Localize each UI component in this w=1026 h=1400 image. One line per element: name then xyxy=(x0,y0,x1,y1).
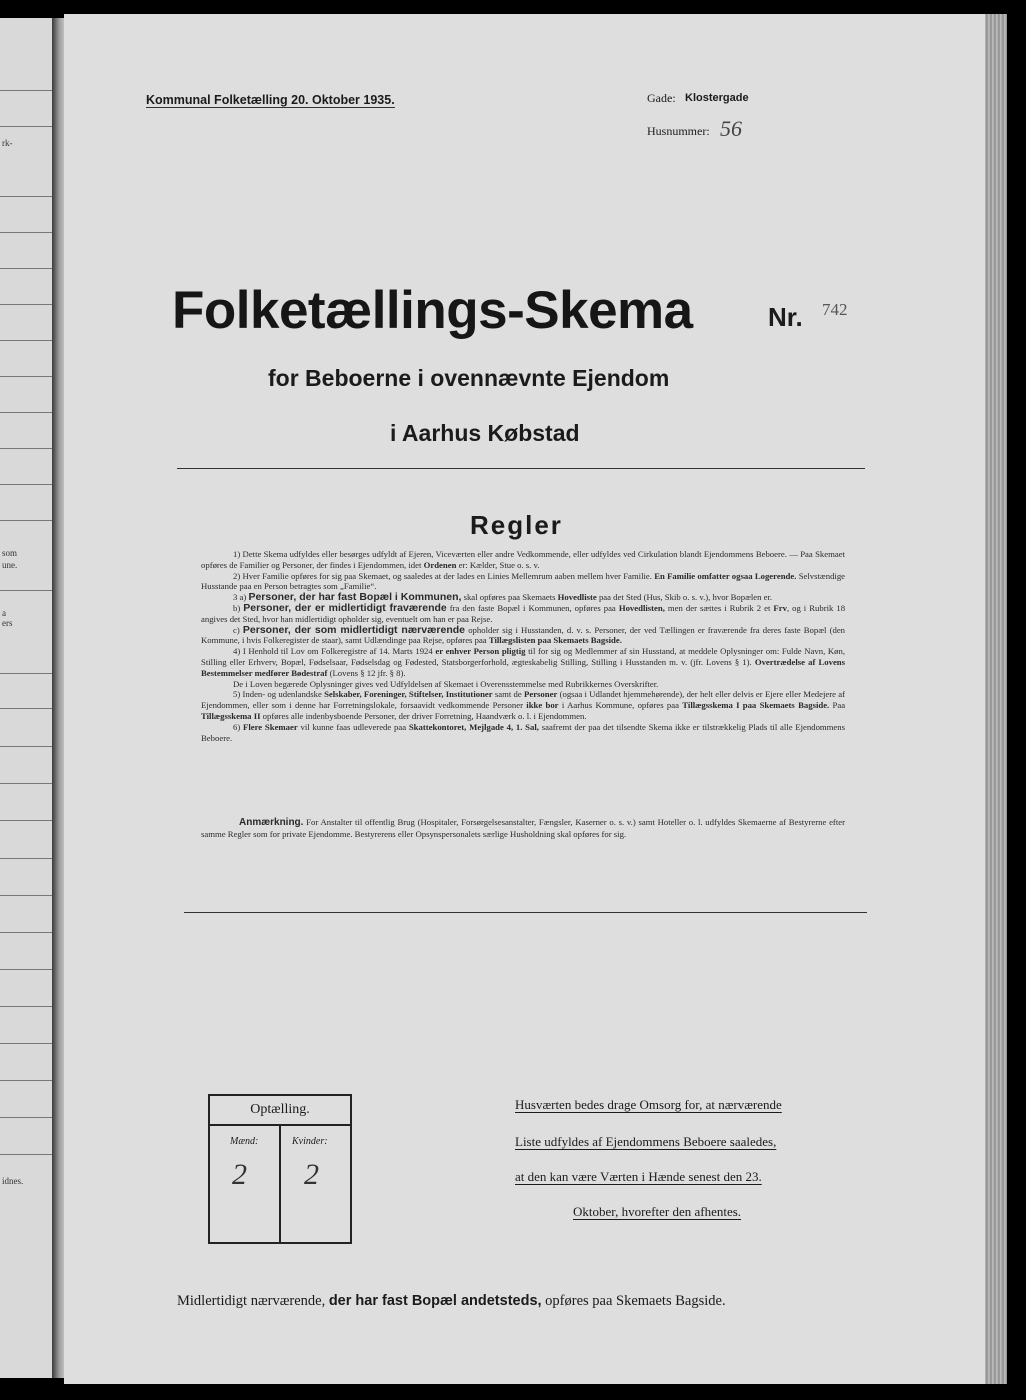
rule-5: 5) Inden- og udenlandske Selskaber, Foreninger, Stiftelser, Institutioner samt de Personer (ogsaa i Udlandet hjemmehørende), der helt eller delvis er Ejere eller Medejere af Ejendommen, eller som i denne har Forretningslokale, forsaavidt vedkommende Personer ikke bor i Aarhus Kommune, opføres paa Tillægsskema I paa Skemaets Bagside. Paa Tillægsskema II opføres alle indenbysboende Personer, der driver Forretning, Haandværk o. l. i Ejendommen. xyxy=(201,689,846,721)
men-label: Mænd: xyxy=(230,1136,259,1147)
rules-body xyxy=(201,549,845,743)
street-label: Gade: xyxy=(647,91,676,105)
remark xyxy=(201,817,845,840)
tally-title: Optælling. xyxy=(250,1102,310,1117)
divider xyxy=(184,912,867,913)
rule-4b: De i Loven begærede Oplysninger gives ved Udfyldelsen af Skemaet i Overensstemmelse med Rubrikkernes Overskrifter. xyxy=(233,678,659,689)
left-page-fragment: a xyxy=(2,608,6,618)
footer-note xyxy=(177,1293,726,1310)
tally-divider xyxy=(279,1124,281,1242)
rule-1: 1) Dette Skema udfyldes eller besørges udfyldt af Ejeren, Viceværten eller andre Vedkommende, eller udfyldes ved Cirkulation blandt Ejendommens Beboere. — Paa Skemaet opføres de Familier og Personer, der findes i Ejendommen, idet Ordenen er: Kælder, Stue o. s. v. xyxy=(201,549,845,570)
form-number-label: Nr. xyxy=(768,302,803,332)
footer-part-bold: der har fast Bopæl andetsteds, xyxy=(328,1293,542,1309)
house-number-label: Husnummer: xyxy=(647,124,710,138)
rule-3a: 3 a) Personer, der har fast Bopæl i Kommunen, skal opføres paa Skemaets Hovedliste paa det Sted (Hus, Skib o. s. v.), hvor Bopælen er. xyxy=(233,591,773,604)
women-label: Kvinder: xyxy=(292,1136,328,1147)
form-subtitle: for Beboerne i ovennævnte Ejendom xyxy=(268,365,670,391)
rule-6: 6) Flere Skemaer vil kunne faas udleverede paa Skattekontoret, Mejlgade 4, 1. Sal, saafremt der paa det tilsendte Skema ikke er tilstrækkelig Plads til alle Ejendommens Beboere. xyxy=(201,721,846,743)
remark-lead: Anmærkning. xyxy=(239,817,304,828)
notice-line: Oktober, hvorefter den afhentes. xyxy=(573,1204,742,1219)
street-value: Klostergade xyxy=(685,92,749,104)
census-line: Kommunal Folketælling 20. Oktober 1935. xyxy=(146,93,395,107)
left-page-fragment: rk- xyxy=(2,138,13,148)
left-page-fragment: idnes. xyxy=(2,1176,24,1186)
footer-part: Midlertidigt nærværende, xyxy=(177,1293,326,1309)
women-count: 2 xyxy=(304,1158,319,1191)
rule-2: 2) Hver Familie opføres for sig paa Skemaet, og saaledes at der lades en Linies Mellemrum aaben mellem hver Familie. En Familie omfatter ogsaa Logerende. Selvstændige Husstande paa en Person betragtes som „Familie“. xyxy=(201,570,846,592)
form-title: Folketællings-Skema xyxy=(172,281,693,340)
divider xyxy=(177,468,865,469)
rule-3c: c) Personer, der som midlertidigt nærværende opholder sig i Husstanden, d. v. s. Personer, der ved Tællingen er fraværende fra deres faste Bopæl (den Kommune, i hvis Folkeregister de staar), samt Udlændinge paa Rejse, opføres paa Tillægslisten paa Skemaets Bagside. xyxy=(201,623,846,646)
notice-line: at den kan være Værten i Hænde senest den 23. xyxy=(515,1169,762,1184)
rule-4: 4) I Henhold til Lov om Folkeregistre af 14. Marts 1924 er enhver Person pligtig til for sig og Medlemmer af sin Husstand, at meddele Oplysninger om: Fulde Navn, Køn, Stilling eller Erhverv, Bopæl, Fødselsaar, Fødselsdag og Fødested, Statsborgerforhold, ægteskabelig Stilling, Stilling i Husstanden m. v. (jfr. Lovens § 1). Overtrædelse af Lovens Bestemmelser medfører Bødestraf (Lovens § 12 jfr. § 8). xyxy=(201,646,846,678)
men-count: 2 xyxy=(232,1158,247,1191)
notice-line: Liste udfyldes af Ejendommens Beboere saaledes, xyxy=(515,1134,777,1149)
left-page-fragment: som xyxy=(2,548,18,558)
footer-part: opføres paa Skemaets Bagside. xyxy=(545,1293,726,1309)
remark-text: For Anstalter til offentlig Brug (Hospitaler, Forsørgelsesanstalter, Fængsler, Kaserner o. s. v.) samt Hoteller o. l. udfyldes Skemaerne af Bestyrerne efter samme Regler som for private Ejendomme. Bestyrerens eller Opsynspersonalets særlige Husholdning skal opføres for sig. xyxy=(201,817,845,839)
rule-3b: b) Personer, der er midlertidigt fraværende fra den faste Bopæl i Kommunen, opføres paa Hovedlisten, men der sættes i Rubrik 2 et Frv, og i Rubrik 18 angives det Sted, hvor han midlertidigt opholder sig, eventuelt om han er paa Rejse. xyxy=(201,601,846,624)
left-page-fragment: une. xyxy=(2,560,18,570)
house-number-value: 56 xyxy=(720,116,742,141)
form-number-value: 742 xyxy=(822,300,848,319)
rules-heading: Regler xyxy=(470,510,563,540)
form-subtitle-city: i Aarhus Købstad xyxy=(390,420,580,446)
page-stack-edge xyxy=(985,14,1007,1384)
tally-box xyxy=(208,1094,352,1244)
notice-line: Husværten bedes drage Omsorg for, at nærværende xyxy=(515,1097,782,1112)
left-page-fragment: ers xyxy=(2,618,13,628)
previous-page-edge xyxy=(0,18,54,1378)
